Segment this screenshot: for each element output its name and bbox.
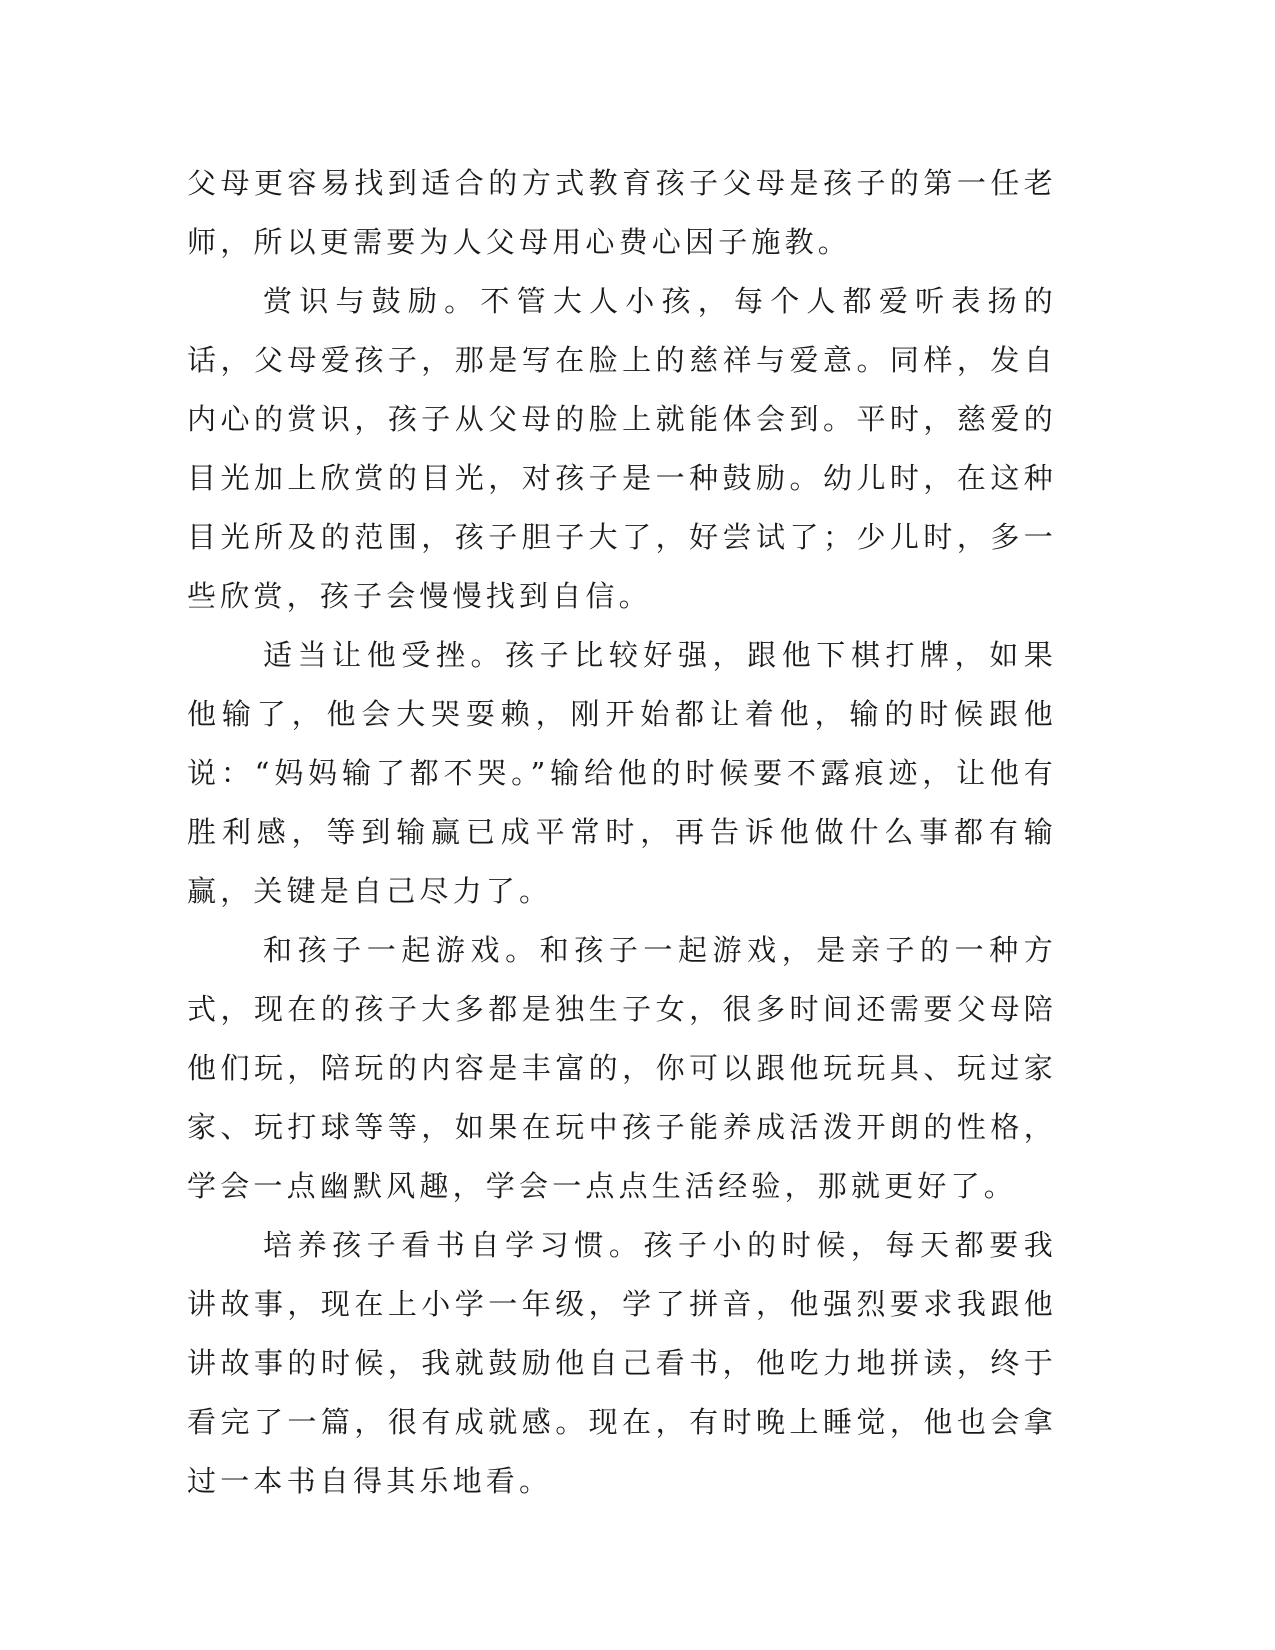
paragraph-setbacks: 适当让他受挫。孩子比较好强，跟他下棋打牌，如果他输了，他会大哭耍赖，刚开始都让着他，输的时候跟他说：“妈妈输了都不哭。”输给他的时候要不露痕迹，让他有胜利感，等到输赢已成平常时，再告诉他做什么事都有输赢，关键是自己尽力了。 — [187, 638, 1057, 908]
paragraph-continuation: 父母更容易找到适合的方式教育孩子父母是孩子的第一任老师，所以更需要为人父母用心费心因子施教。 — [187, 166, 1057, 259]
paragraph-play-together: 和孩子一起游戏。和孩子一起游戏，是亲子的一种方式，现在的孩子大多都是独生子女，很多时间还需要父母陪他们玩，陪玩的内容是丰富的，你可以跟他玩玩具、玩过家家、玩打球等等，如果在玩中孩子能养成活泼开朗的性格，学会一点幽默风趣，学会一点点生活经验，那就更好了。 — [187, 933, 1057, 1203]
document-body — [187, 154, 1057, 1511]
paragraph-appreciation-encouragement: 赏识与鼓励。不管大人小孩，每个人都爱听表扬的话，父母爱孩子，那是写在脸上的慈祥与爱意。同样，发自内心的赏识，孩子从父母的脸上就能体会到。平时，慈爱的目光加上欣赏的目光，对孩子是一种鼓励。幼儿时，在这种目光所及的范围，孩子胆子大了，好尝试了；少儿时，多一些欣赏，孩子会慢慢找到自信。 — [187, 284, 1057, 613]
paragraph-reading-habit: 培养孩子看书自学习惯。孩子小的时候，每天都要我讲故事，现在上小学一年级，学了拼音，他强烈要求我跟他讲故事的时候，我就鼓励他自己看书，他吃力地拼读，终于看完了一篇，很有成就感。现在，有时晚上睡觉，他也会拿过一本书自得其乐地看。 — [187, 1228, 1057, 1498]
